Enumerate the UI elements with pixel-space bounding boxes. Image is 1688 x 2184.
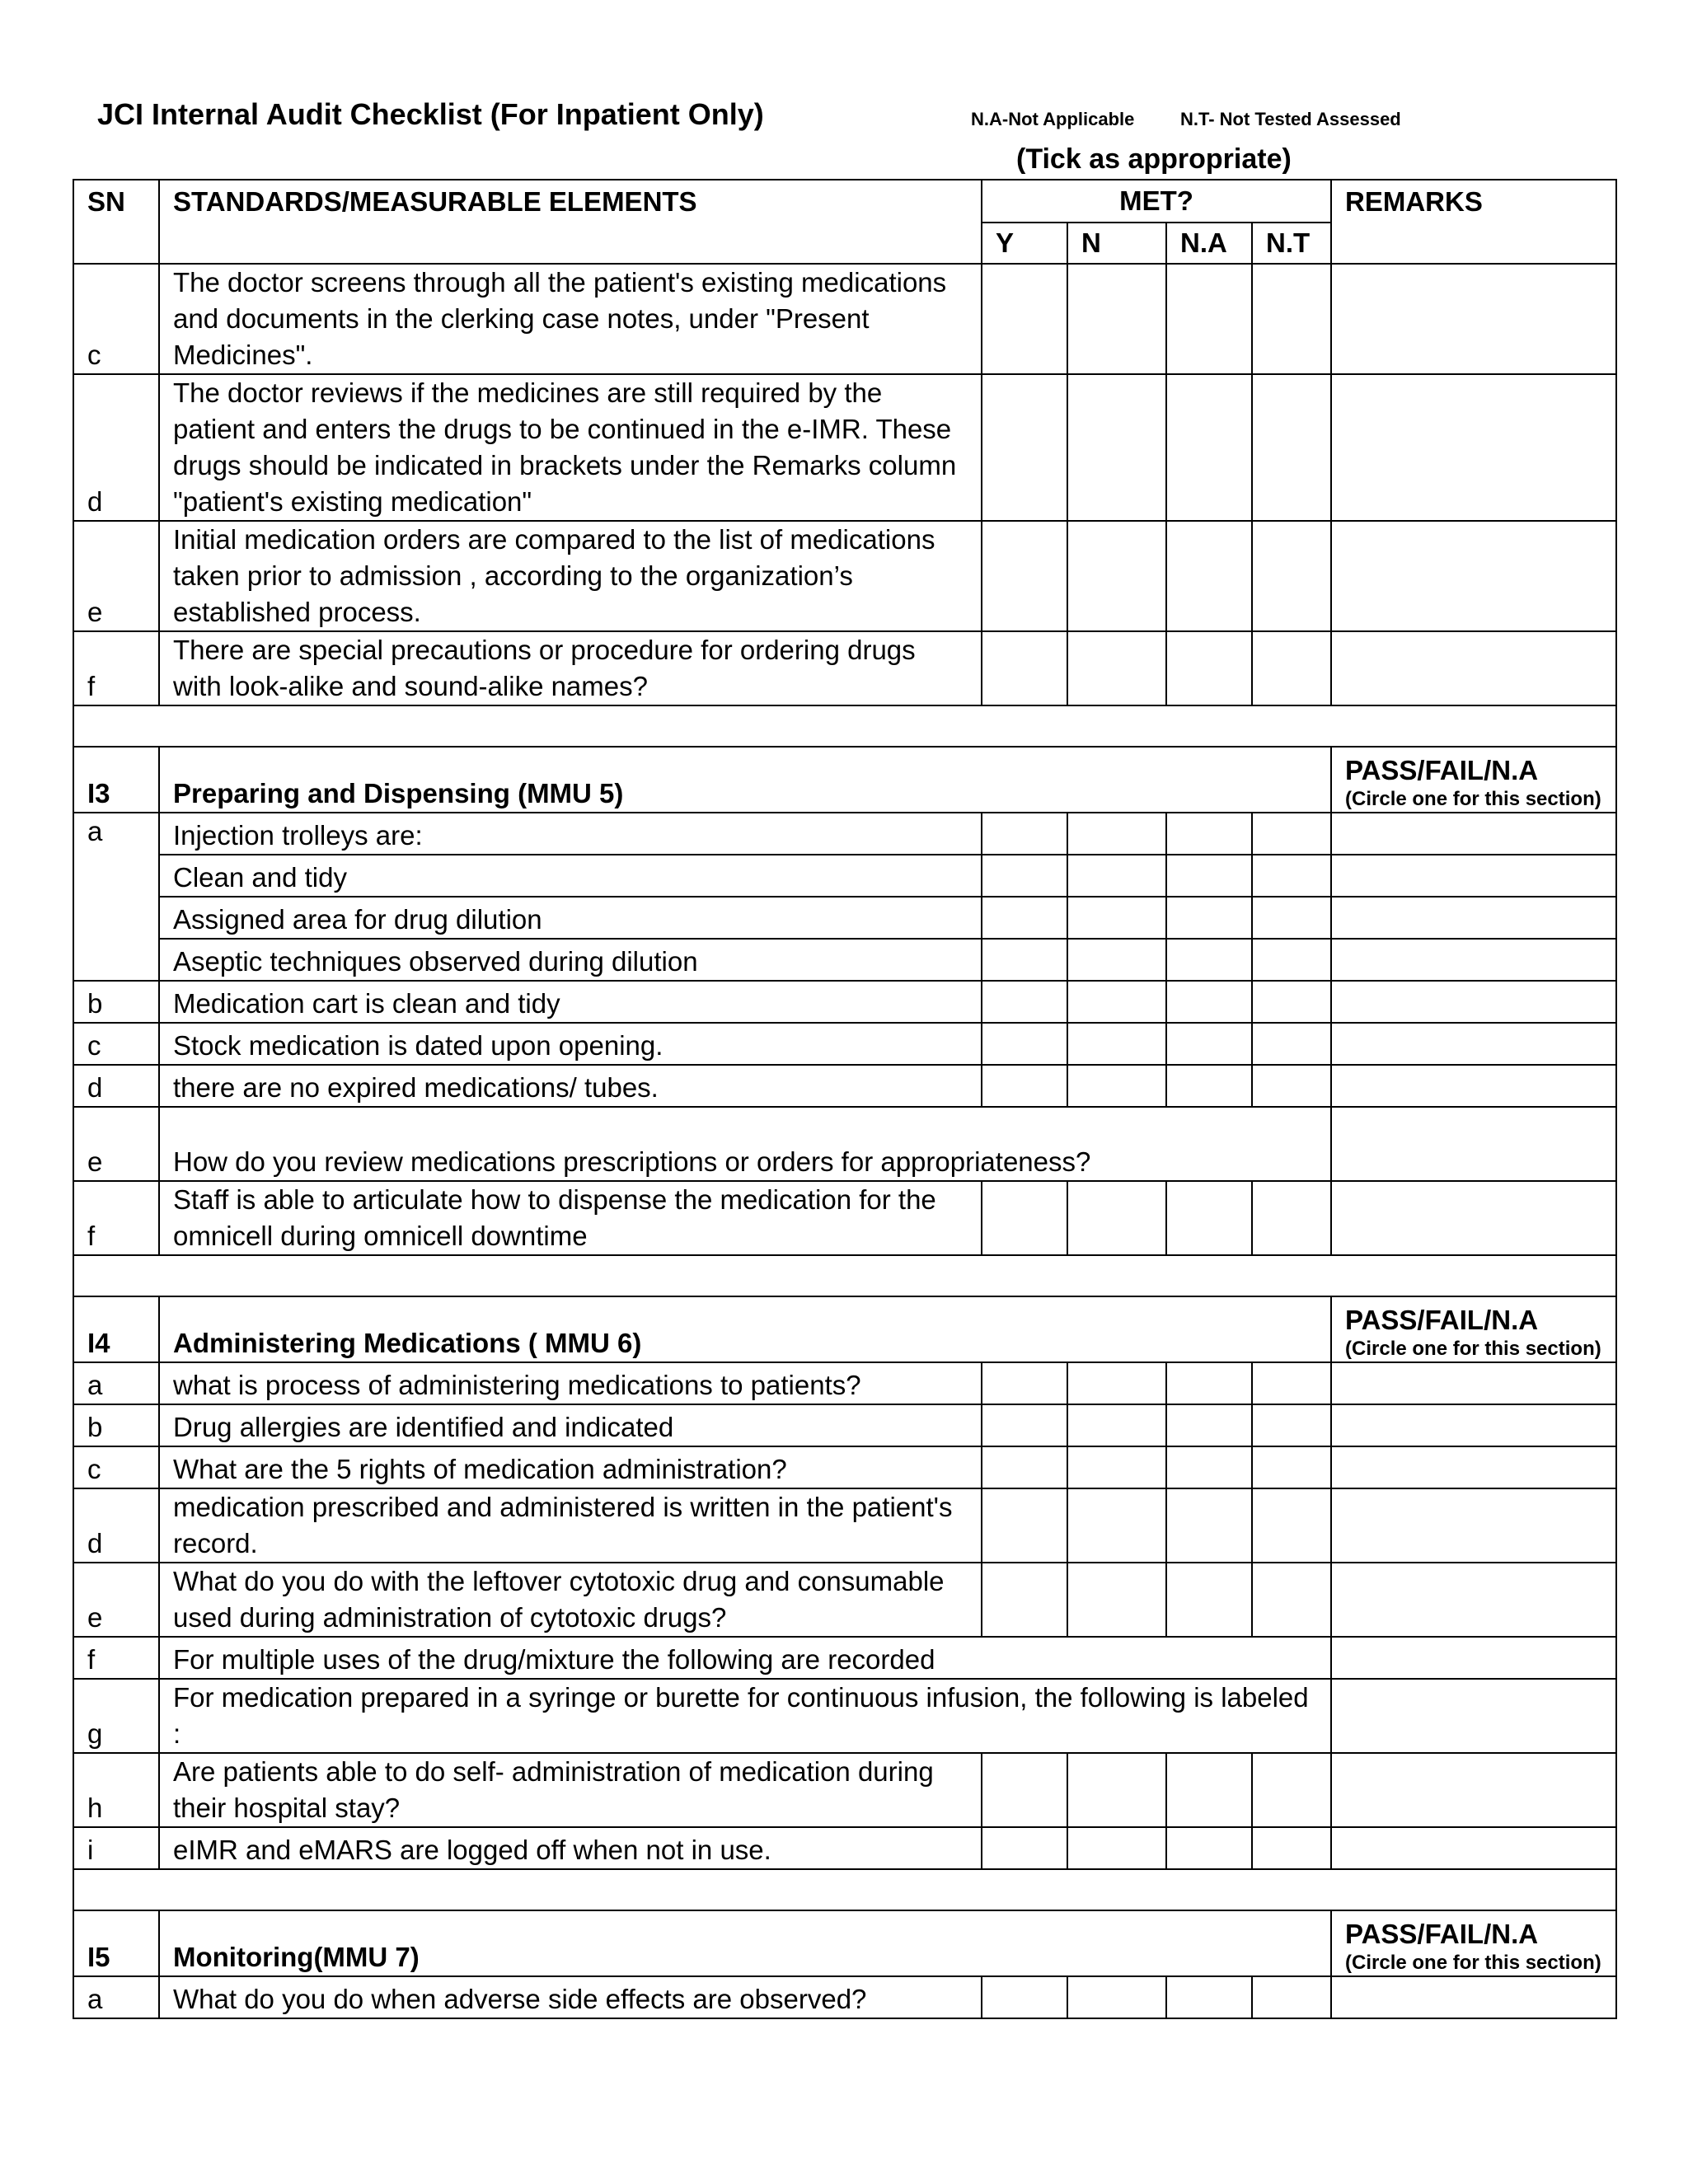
tick-n[interactable] xyxy=(1067,1362,1166,1404)
tick-n[interactable] xyxy=(1067,1976,1166,2018)
row-text: Assigned area for drug dilution xyxy=(159,897,982,939)
table-row xyxy=(73,1065,1616,1107)
tick-y[interactable] xyxy=(982,1446,1067,1488)
tick-n[interactable] xyxy=(1067,1827,1166,1869)
pass-fail-cell[interactable] xyxy=(1331,1910,1616,1976)
tick-y[interactable] xyxy=(982,1023,1067,1065)
tick-n[interactable] xyxy=(1067,374,1166,521)
tick-nt[interactable] xyxy=(1252,855,1331,897)
tick-y[interactable] xyxy=(982,374,1067,521)
row-sn: h xyxy=(73,1753,159,1827)
row-sn: e xyxy=(73,1107,159,1181)
tick-n[interactable] xyxy=(1067,813,1166,855)
table-row xyxy=(73,1827,1616,1869)
tick-nt[interactable] xyxy=(1252,1181,1331,1255)
row-text: What are the 5 rights of medication administration? xyxy=(159,1446,982,1488)
section-header-i3 xyxy=(73,747,1616,813)
tick-n[interactable] xyxy=(1067,1023,1166,1065)
row-text: medication prescribed and administered is written in the patient's record. xyxy=(159,1488,982,1563)
col-n-header: N xyxy=(1067,223,1166,264)
row-sn: c xyxy=(73,264,159,374)
tick-nt[interactable] xyxy=(1252,631,1331,705)
tick-y[interactable] xyxy=(982,1753,1067,1827)
remarks-cell[interactable] xyxy=(1331,1023,1616,1065)
remarks-cell[interactable] xyxy=(1331,1404,1616,1446)
remarks-cell[interactable] xyxy=(1331,1976,1616,2018)
tick-n[interactable] xyxy=(1067,631,1166,705)
tick-n[interactable] xyxy=(1067,1181,1166,1255)
tick-na[interactable] xyxy=(1166,374,1252,521)
tick-nt[interactable] xyxy=(1252,1753,1331,1827)
row-sn: e xyxy=(73,1563,159,1637)
row-sn: f xyxy=(73,631,159,705)
pass-fail-note: (Circle one for this section) xyxy=(1345,1338,1601,1360)
row-text: Injection trolleys are: xyxy=(159,813,982,855)
row-sn xyxy=(73,855,159,897)
section-title: Monitoring(MMU 7) xyxy=(159,1910,1331,1976)
remarks-cell[interactable] xyxy=(1331,1065,1616,1107)
row-sn: a xyxy=(73,1362,159,1404)
row-sn: g xyxy=(73,1679,159,1753)
tick-na[interactable] xyxy=(1166,1753,1252,1827)
tick-nt[interactable] xyxy=(1252,374,1331,521)
section-header-i5 xyxy=(73,1910,1616,1976)
tick-na[interactable] xyxy=(1166,631,1252,705)
col-nt-header: N.T xyxy=(1252,223,1331,264)
tick-n[interactable] xyxy=(1067,1065,1166,1107)
row-sn: c xyxy=(73,1446,159,1488)
remarks-cell[interactable] xyxy=(1331,1563,1616,1637)
table-row xyxy=(73,1637,1616,1679)
pass-fail-note: (Circle one for this section) xyxy=(1345,788,1601,810)
tick-note: (Tick as appropriate) xyxy=(1016,143,1292,175)
tick-na[interactable] xyxy=(1166,1065,1252,1107)
table-row xyxy=(73,1181,1616,1255)
tick-na[interactable] xyxy=(1166,1181,1252,1255)
tick-y[interactable] xyxy=(982,1404,1067,1446)
tick-nt[interactable] xyxy=(1252,1563,1331,1637)
tick-n[interactable] xyxy=(1067,1753,1166,1827)
tick-nt[interactable] xyxy=(1252,1976,1331,2018)
col-remarks-header: REMARKS xyxy=(1331,180,1616,264)
remarks-cell[interactable] xyxy=(1331,264,1616,374)
tick-nt[interactable] xyxy=(1252,813,1331,855)
col-standards-header: STANDARDS/MEASURABLE ELEMENTS xyxy=(159,180,982,264)
table-row xyxy=(73,1404,1616,1446)
row-text: The doctor reviews if the medicines are still required by the patient and enters the drugs to be continued in the e-IMR. These drugs should be indicated in brackets under the Remarks column "patient's existing medication" xyxy=(159,374,982,521)
row-sn: e xyxy=(73,521,159,631)
row-sn xyxy=(73,939,159,981)
row-text: For medication prepared in a syringe or burette for continuous infusion, the following is labeled : xyxy=(159,1679,1331,1753)
pass-fail-label: PASS/FAIL/N.A xyxy=(1345,1305,1539,1335)
tick-nt[interactable] xyxy=(1252,521,1331,631)
tick-y[interactable] xyxy=(982,981,1067,1023)
table-row xyxy=(73,813,1616,855)
remarks-cell[interactable] xyxy=(1331,1107,1616,1181)
row-text: Aseptic techniques observed during dilution xyxy=(159,939,982,981)
table-row xyxy=(73,631,1616,705)
remarks-cell[interactable] xyxy=(1331,1446,1616,1488)
table-row xyxy=(73,1446,1616,1488)
row-text: The doctor screens through all the patient's existing medications and documents in the clerking case notes, under "Present Medicines". xyxy=(159,264,982,374)
row-text: Staff is able to articulate how to dispense the medication for the omnicell during omnicell downtime xyxy=(159,1181,982,1255)
section-sn: I4 xyxy=(73,1296,159,1362)
section-title: Administering Medications ( MMU 6) xyxy=(159,1296,1331,1362)
row-text: What do you do with the leftover cytotoxic drug and consumable used during administration of cytotoxic drugs? xyxy=(159,1563,982,1637)
tick-y[interactable] xyxy=(982,1488,1067,1563)
table-row xyxy=(73,1679,1616,1753)
tick-nt[interactable] xyxy=(1252,264,1331,374)
tick-y[interactable] xyxy=(982,264,1067,374)
tick-na[interactable] xyxy=(1166,855,1252,897)
tick-n[interactable] xyxy=(1067,1404,1166,1446)
tick-n[interactable] xyxy=(1067,897,1166,939)
spacer-row xyxy=(73,705,1616,747)
row-text: eIMR and eMARS are logged off when not in use. xyxy=(159,1827,982,1869)
tick-na[interactable] xyxy=(1166,1023,1252,1065)
tick-nt[interactable] xyxy=(1252,1362,1331,1404)
row-sn: c xyxy=(73,1023,159,1065)
tick-na[interactable] xyxy=(1166,1362,1252,1404)
row-sn: f xyxy=(73,1637,159,1679)
section-sn: I5 xyxy=(73,1910,159,1976)
remarks-cell[interactable] xyxy=(1331,939,1616,981)
tick-y[interactable] xyxy=(982,897,1067,939)
row-text: How do you review medications prescriptions or orders for appropriateness? xyxy=(159,1107,1331,1181)
tick-na[interactable] xyxy=(1166,1446,1252,1488)
row-sn: i xyxy=(73,1827,159,1869)
tick-nt[interactable] xyxy=(1252,1488,1331,1563)
table-row xyxy=(73,939,1616,981)
tick-y[interactable] xyxy=(982,1362,1067,1404)
row-text: For multiple uses of the drug/mixture the following are recorded xyxy=(159,1637,1331,1679)
tick-nt[interactable] xyxy=(1252,1404,1331,1446)
remarks-cell[interactable] xyxy=(1331,1362,1616,1404)
tick-na[interactable] xyxy=(1166,1976,1252,2018)
table-row xyxy=(73,1107,1616,1181)
row-sn: d xyxy=(73,374,159,521)
tick-n[interactable] xyxy=(1067,521,1166,631)
col-na-header: N.A xyxy=(1166,223,1252,264)
remarks-cell[interactable] xyxy=(1331,1637,1616,1679)
remarks-cell[interactable] xyxy=(1331,1181,1616,1255)
tick-na[interactable] xyxy=(1166,1404,1252,1446)
remarks-cell[interactable] xyxy=(1331,981,1616,1023)
tick-n[interactable] xyxy=(1067,855,1166,897)
tick-na[interactable] xyxy=(1166,939,1252,981)
tick-nt[interactable] xyxy=(1252,1065,1331,1107)
table-row xyxy=(73,374,1616,521)
row-sn: d xyxy=(73,1065,159,1107)
row-text: There are special precautions or procedure for ordering drugs with look-alike and sound-alike names? xyxy=(159,631,982,705)
tick-y[interactable] xyxy=(982,1563,1067,1637)
row-sn: a xyxy=(73,1976,159,2018)
tick-n[interactable] xyxy=(1067,264,1166,374)
spacer-row xyxy=(73,1869,1616,1910)
col-y-header: Y xyxy=(982,223,1067,264)
tick-y[interactable] xyxy=(982,939,1067,981)
row-text: Initial medication orders are compared to the list of medications taken prior to admission , according to the organization’s established process. xyxy=(159,521,982,631)
row-sn: a xyxy=(73,813,159,855)
table-row xyxy=(73,1362,1616,1404)
tick-n[interactable] xyxy=(1067,1563,1166,1637)
tick-na[interactable] xyxy=(1166,981,1252,1023)
pass-fail-note: (Circle one for this section) xyxy=(1345,1952,1601,1974)
tick-nt[interactable] xyxy=(1252,1446,1331,1488)
tick-y[interactable] xyxy=(982,631,1067,705)
tick-na[interactable] xyxy=(1166,521,1252,631)
row-text: there are no expired medications/ tubes. xyxy=(159,1065,982,1107)
col-met-header: MET? xyxy=(982,180,1331,223)
table-row xyxy=(73,1563,1616,1637)
table-row xyxy=(73,855,1616,897)
tick-y[interactable] xyxy=(982,813,1067,855)
remarks-cell[interactable] xyxy=(1331,1753,1616,1827)
tick-nt[interactable] xyxy=(1252,1023,1331,1065)
tick-y[interactable] xyxy=(982,1827,1067,1869)
section-sn: I3 xyxy=(73,747,159,813)
tick-na[interactable] xyxy=(1166,264,1252,374)
row-sn: b xyxy=(73,1404,159,1446)
remarks-cell[interactable] xyxy=(1331,813,1616,855)
tick-na[interactable] xyxy=(1166,813,1252,855)
pass-fail-cell[interactable] xyxy=(1331,1296,1616,1362)
legend-not-applicable: N.A-Not Applicable xyxy=(971,109,1135,129)
tick-na[interactable] xyxy=(1166,1488,1252,1563)
row-text: Drug allergies are identified and indicated xyxy=(159,1404,982,1446)
tick-n[interactable] xyxy=(1067,939,1166,981)
table-row xyxy=(73,897,1616,939)
tick-y[interactable] xyxy=(982,1065,1067,1107)
remarks-cell[interactable] xyxy=(1331,374,1616,521)
remarks-cell[interactable] xyxy=(1331,1679,1616,1753)
tick-n[interactable] xyxy=(1067,1488,1166,1563)
tick-y[interactable] xyxy=(982,1976,1067,2018)
section-title: Preparing and Dispensing (MMU 5) xyxy=(159,747,1331,813)
legend-not-tested: N.T- Not Tested Assessed xyxy=(1180,109,1401,129)
row-text: Medication cart is clean and tidy xyxy=(159,981,982,1023)
table-row xyxy=(73,1753,1616,1827)
tick-na[interactable] xyxy=(1166,1827,1252,1869)
row-sn: d xyxy=(73,1488,159,1563)
remarks-cell[interactable] xyxy=(1331,855,1616,897)
row-text: what is process of administering medications to patients? xyxy=(159,1362,982,1404)
table-row xyxy=(73,1023,1616,1065)
tick-nt[interactable] xyxy=(1252,1827,1331,1869)
table-row xyxy=(73,1976,1616,2018)
row-text: Clean and tidy xyxy=(159,855,982,897)
tick-nt[interactable] xyxy=(1252,897,1331,939)
row-text: Stock medication is dated upon opening. xyxy=(159,1023,982,1065)
tick-y[interactable] xyxy=(982,855,1067,897)
tick-n[interactable] xyxy=(1067,981,1166,1023)
row-sn: f xyxy=(73,1181,159,1255)
section-header-i4 xyxy=(73,1296,1616,1362)
col-sn-header: SN xyxy=(73,180,159,264)
table-row xyxy=(73,264,1616,374)
remarks-cell[interactable] xyxy=(1331,631,1616,705)
spacer-row xyxy=(73,1255,1616,1296)
row-sn: b xyxy=(73,981,159,1023)
row-sn xyxy=(73,897,159,939)
tick-y[interactable] xyxy=(982,1181,1067,1255)
page-title: JCI Internal Audit Checklist (For Inpatient Only) xyxy=(97,97,764,131)
row-text: What do you do when adverse side effects are observed? xyxy=(159,1976,982,2018)
tick-nt[interactable] xyxy=(1252,939,1331,981)
tick-n[interactable] xyxy=(1067,1446,1166,1488)
tick-na[interactable] xyxy=(1166,1563,1252,1637)
table-row xyxy=(73,981,1616,1023)
remarks-cell[interactable] xyxy=(1331,521,1616,631)
row-text: Are patients able to do self- administration of medication during their hospital stay? xyxy=(159,1753,982,1827)
tick-na[interactable] xyxy=(1166,897,1252,939)
table-row xyxy=(73,521,1616,631)
pass-fail-label: PASS/FAIL/N.A xyxy=(1345,755,1539,785)
remarks-cell[interactable] xyxy=(1331,1488,1616,1563)
header-row xyxy=(73,180,1616,223)
remarks-cell[interactable] xyxy=(1331,1827,1616,1869)
pass-fail-label: PASS/FAIL/N.A xyxy=(1345,1919,1539,1949)
remarks-cell[interactable] xyxy=(1331,897,1616,939)
tick-y[interactable] xyxy=(982,521,1067,631)
table-row xyxy=(73,1488,1616,1563)
tick-nt[interactable] xyxy=(1252,981,1331,1023)
audit-checklist-table xyxy=(73,179,1617,2019)
pass-fail-cell[interactable] xyxy=(1331,747,1616,813)
